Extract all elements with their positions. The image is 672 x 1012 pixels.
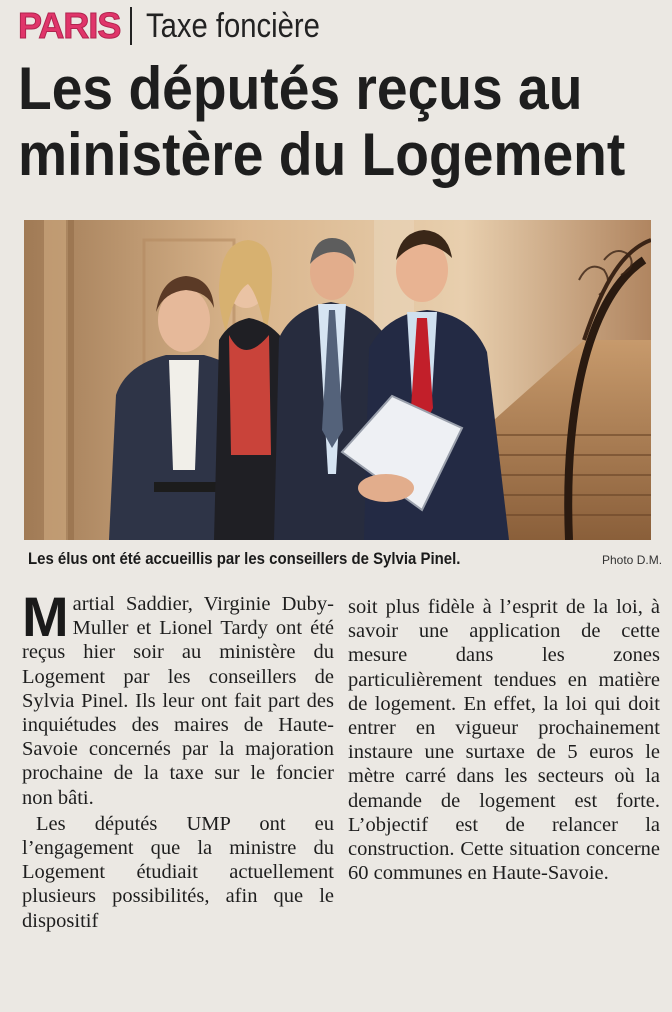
article-column-1: [22, 585, 334, 933]
topic-label: Taxe foncière: [146, 6, 321, 45]
photo-caption: [28, 549, 668, 569]
article-column-2: [348, 595, 660, 885]
paragraph-3: soit plus fidèle à l’esprit de la loi, à savoir une application de cette mesure dans les zones particulièrement tendues en matière de logement. En effet, la loi qui doit entrer en vigueur prochainement instaure une surtaxe de 5 euros le mètre carré dans les secteurs où la demande de logement est forte. L’objectif est de relancer la construction. Cette situation concerne 60 communes en Haute-Savoie.: [348, 596, 660, 885]
headline-line-2: ministère du Logement: [18, 121, 626, 188]
paragraph-1: [22, 585, 334, 810]
kicker-divider: [130, 7, 132, 45]
kicker: [18, 6, 349, 46]
group-photo-illustration: [24, 220, 651, 540]
article-photo: [24, 220, 651, 540]
paragraph-1-text: artial Saddier, Virginie Duby-Muller et Lionel Tardy ont été reçus hier soir au ministère du Logement par les conseillers de Sylvia Pinel. Ils leur ont fait part des inquiétudes des maires de Haute-Savoie concernés par la majoration prochaine de la taxe sur le foncier non bâti.: [22, 593, 334, 809]
section-label: PARIS: [18, 5, 121, 46]
paragraph-2: Les députés UMP ont eu l’engagement que la ministre du Logement étudiait actuellement plusieurs possibilités, afin que le dispositif: [22, 812, 334, 932]
dropcap: M: [22, 585, 69, 648]
photo-credit: Photo D.M.: [602, 553, 663, 567]
headline-line-1: Les députés reçus au: [18, 55, 583, 122]
headline: [18, 56, 662, 188]
caption-text: Les élus ont été accueillis par les conseillers de Sylvia Pinel.: [28, 549, 461, 568]
